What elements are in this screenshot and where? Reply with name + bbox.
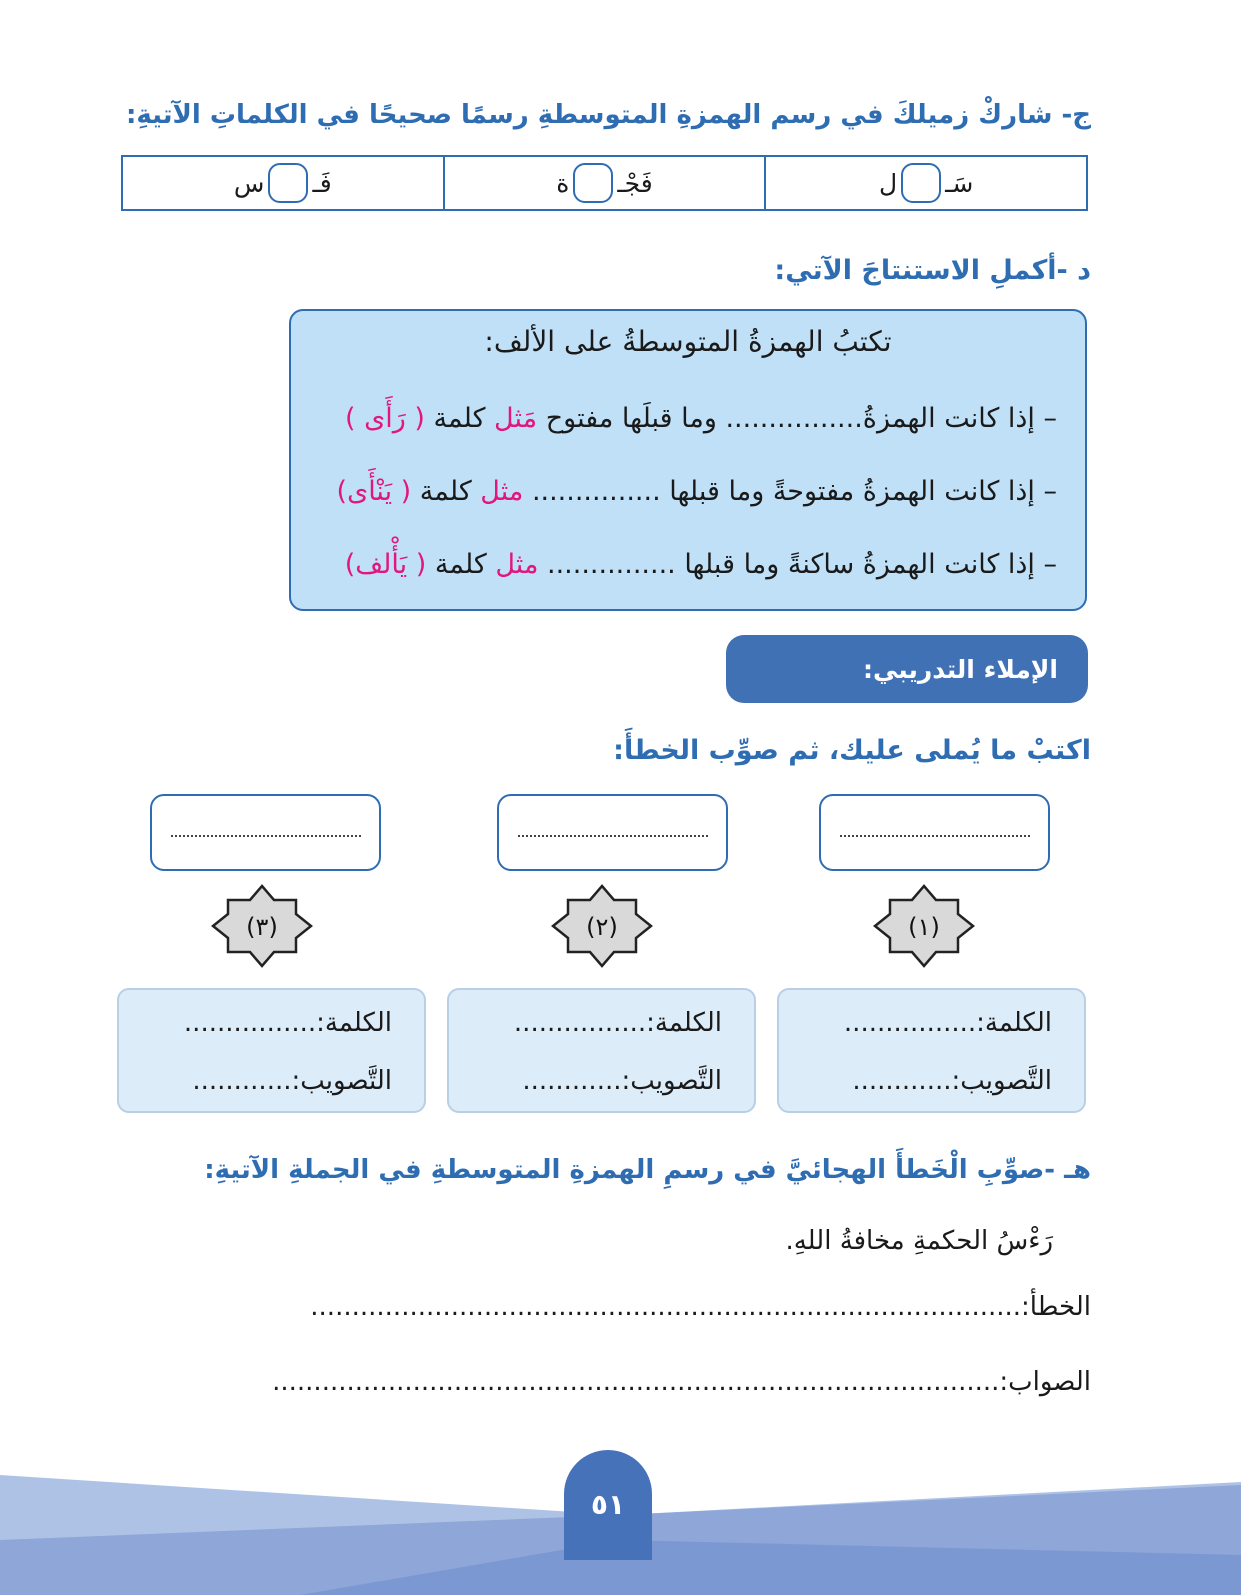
word-cell-3 <box>123 157 443 209</box>
correction-label-2: التَّصويب: <box>621 1066 722 1096</box>
rule-1-example-label: مَثل <box>494 403 538 434</box>
section-e-heading: هـ -صوِّبِ الْخَطأَ الهجائيَّ في رسمِ الهمزةِ المتوسطةِ في الجملةِ الآتيةِ: <box>204 1155 1091 1185</box>
rule-3-example-label: مثل <box>495 549 539 580</box>
correction-line-1[interactable] <box>852 1066 1052 1096</box>
hamza-blank-3[interactable] <box>268 163 308 203</box>
rule-3-example: ( يَأْلف) <box>344 549 427 580</box>
word-3-end: س <box>233 168 265 198</box>
rule-3 <box>345 549 1057 580</box>
rule-3-text: – إذا كانت الهمزةُ ساكنةً وما قبلها ............... <box>547 549 1057 580</box>
word-3-start: فَـ <box>312 168 332 198</box>
word-1-start: سَـ <box>945 168 974 198</box>
correction-line-3[interactable] <box>192 1066 392 1096</box>
rule-2 <box>337 476 1057 507</box>
word-line-1[interactable] <box>844 1008 1052 1038</box>
answer-line-1 <box>840 835 1030 837</box>
answer-box-2[interactable] <box>497 794 728 871</box>
word-label-2: الكلمة: <box>646 1008 722 1038</box>
word-correction-box-1 <box>777 988 1086 1113</box>
rule-2-text: – إذا كانت الهمزةُ مفتوحةً وما قبلها ............... <box>531 476 1057 507</box>
word-correction-box-2 <box>447 988 756 1113</box>
word-dots-3: ................ <box>183 1008 317 1038</box>
conclusion-title: تكتبُ الهمزةُ المتوسطةُ على الألف: <box>484 325 892 358</box>
number-star-1 <box>872 884 976 968</box>
number-star-3 <box>210 884 314 968</box>
word-cell-1 <box>764 157 1086 209</box>
correct-line[interactable] <box>272 1367 1091 1397</box>
page-number: ٥١ <box>564 1450 652 1560</box>
answer-box-1[interactable] <box>819 794 1050 871</box>
error-line[interactable] <box>310 1292 1091 1322</box>
correction-line-2[interactable] <box>522 1066 722 1096</box>
dictation-banner <box>726 635 1088 703</box>
rule-3-word-label: كلمة <box>434 549 487 580</box>
word-2-start: فَجْـ <box>617 168 653 198</box>
correction-dots-2: ............ <box>522 1066 622 1096</box>
sentence-text: رَءْسُ الحكمةِ مخافةُ اللهِ. <box>785 1226 1053 1256</box>
error-label: الخطأ: <box>1021 1292 1091 1322</box>
word-table <box>121 155 1088 211</box>
section-c-heading: ج- شاركْ زميلكَ في رسم الهمزةِ المتوسطةِ رسمًا صحيحًا في الكلماتِ الآتيةِ: <box>125 100 1091 130</box>
conclusion-box <box>289 309 1087 611</box>
rule-1 <box>345 403 1057 434</box>
number-star-2 <box>550 884 654 968</box>
hamza-blank-1[interactable] <box>901 163 941 203</box>
correct-dots: ........................................................................................ <box>272 1367 1000 1397</box>
answer-line-2 <box>518 835 708 837</box>
hamza-blank-2[interactable] <box>573 163 613 203</box>
word-dots-1: ................ <box>843 1008 977 1038</box>
section-d-heading: د -أكملِ الاستنتاجَ الآتي: <box>774 255 1091 286</box>
correction-dots-3: ............ <box>192 1066 292 1096</box>
rule-2-word-label: كلمة <box>419 476 472 507</box>
dictation-banner-label: الإملاء التدريبي: <box>862 654 1058 684</box>
correction-dots-1: ............ <box>852 1066 952 1096</box>
word-label-1: الكلمة: <box>976 1008 1052 1038</box>
word-dots-2: ................ <box>513 1008 647 1038</box>
word-1-end: ل <box>878 168 898 198</box>
word-label-3: الكلمة: <box>316 1008 392 1038</box>
rule-2-example: ( يَنْأَى) <box>336 476 412 507</box>
number-1: (١) <box>908 913 940 941</box>
rule-1-example: ( رَأَى ) <box>345 403 425 434</box>
number-3: (٣) <box>246 913 278 941</box>
rule-2-example-label: مثل <box>480 476 524 507</box>
error-dots: ...................................................................................... <box>310 1292 1022 1322</box>
rule-1-word-label: كلمة <box>433 403 486 434</box>
word-cell-2 <box>443 157 765 209</box>
answer-line-3 <box>171 835 361 837</box>
rule-1-text: – إذا كانت الهمزةُ................ وما قبلَها مفتوح <box>545 403 1057 434</box>
correct-label: الصواب: <box>999 1367 1091 1397</box>
dictation-instruction: اكتبْ ما يُملى عليك، ثم صوِّب الخطأَ: <box>613 735 1091 766</box>
word-2-end: ة <box>556 168 570 198</box>
correction-label-1: التَّصويب: <box>951 1066 1052 1096</box>
word-line-2[interactable] <box>514 1008 722 1038</box>
word-line-3[interactable] <box>184 1008 392 1038</box>
number-2: (٢) <box>586 913 618 941</box>
answer-box-3[interactable] <box>150 794 381 871</box>
word-correction-box-3 <box>117 988 426 1113</box>
correction-label-3: التَّصويب: <box>291 1066 392 1096</box>
